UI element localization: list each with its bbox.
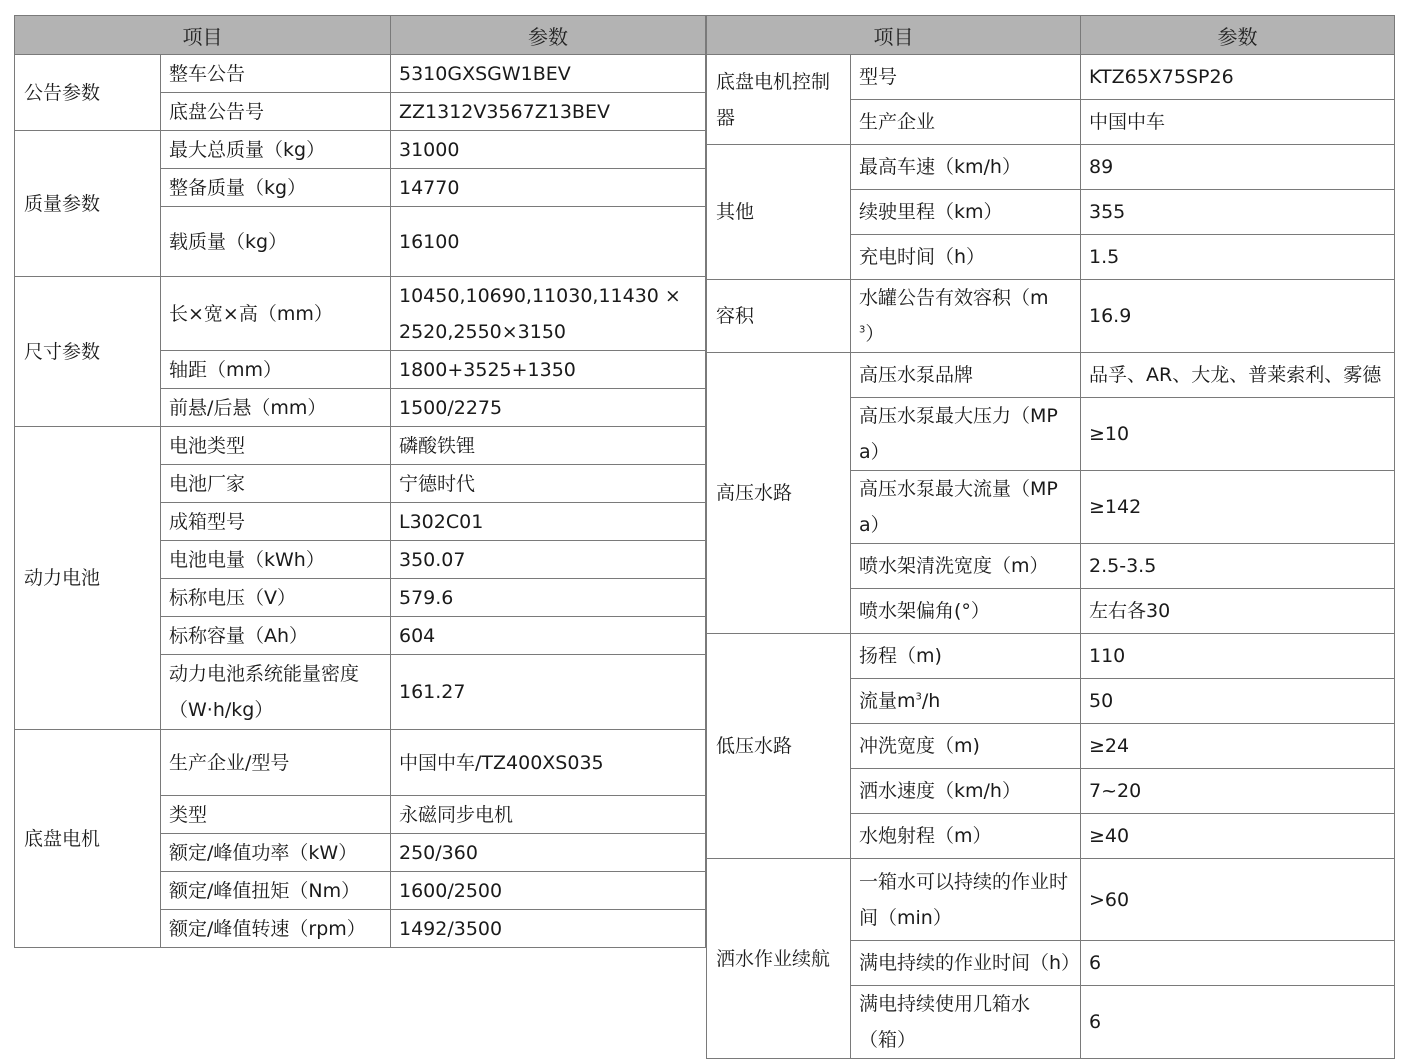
param-value: 品孚、AR、大龙、普莱索利、雾德: [1081, 353, 1395, 398]
param-value: L302C01: [391, 503, 706, 541]
superscript: 3: [915, 691, 922, 703]
table-row: [707, 280, 1395, 353]
param-name: 高压水泵最大压力（MPa）: [851, 398, 1081, 471]
table-row: [707, 145, 1395, 190]
group-label: 质量参数: [15, 131, 161, 277]
table-row: [707, 353, 1395, 398]
param-name: 类型: [161, 796, 391, 834]
param-name: 冲洗宽度（m): [851, 724, 1081, 769]
param-value: 中国中车/TZ400XS035: [391, 730, 706, 796]
group-label: 高压水路: [707, 353, 851, 634]
param-name: 额定/峰值扭矩（Nm）: [161, 872, 391, 910]
param-name: 动力电池系统能量密度（W·h/kg）: [161, 655, 391, 730]
param-name: 生产企业/型号: [161, 730, 391, 796]
param-value: 110: [1081, 634, 1395, 679]
param-value: 1600/2500: [391, 872, 706, 910]
param-name: 轴距（mm）: [161, 351, 391, 389]
param-name: 满电持续的作业时间（h）: [851, 941, 1081, 986]
param-value: 永磁同步电机: [391, 796, 706, 834]
param-value: ≥24: [1081, 724, 1395, 769]
param-value: 磷酸铁锂: [391, 427, 706, 465]
param-name: 成箱型号: [161, 503, 391, 541]
param-name: 喷水架清洗宽度（m）: [851, 544, 1081, 589]
param-value: 6: [1081, 986, 1395, 1059]
param-name: 长×宽×高（mm）: [161, 277, 391, 351]
table-row: [15, 427, 706, 465]
param-name-text: 水罐公告有效容积（m: [859, 287, 1049, 309]
table-row: [15, 730, 706, 796]
param-value: 2.5-3.5: [1081, 544, 1395, 589]
param-name: 喷水架偏角(°）: [851, 589, 1081, 634]
param-value: 6: [1081, 941, 1395, 986]
param-value: 14770: [391, 169, 706, 207]
param-value: 604: [391, 617, 706, 655]
param-name-text: ）: [865, 323, 885, 345]
param-name: 最大总质量（kg）: [161, 131, 391, 169]
param-name: [851, 679, 1081, 724]
param-value: 1800+3525+1350: [391, 351, 706, 389]
param-value: ≥142: [1081, 471, 1395, 544]
param-value: 5310GXSGW1BEV: [391, 55, 706, 93]
param-value: 161.27: [391, 655, 706, 730]
param-name: 前悬/后悬（mm）: [161, 389, 391, 427]
param-name: 整备质量（kg）: [161, 169, 391, 207]
param-name: 电池厂家: [161, 465, 391, 503]
param-name: 额定/峰值功率（kW）: [161, 834, 391, 872]
param-value: 350.07: [391, 541, 706, 579]
param-name: 满电持续使用几箱水（箱）: [851, 986, 1081, 1059]
param-value: 10450,10690,11030,11430 × 2520,2550×3150: [391, 277, 706, 351]
param-name: 电池类型: [161, 427, 391, 465]
param-name: 整车公告: [161, 55, 391, 93]
param-value: 1500/2275: [391, 389, 706, 427]
param-name: 标称电压（V）: [161, 579, 391, 617]
param-value: 579.6: [391, 579, 706, 617]
param-value: ≥10: [1081, 398, 1395, 471]
param-name: 充电时间（h）: [851, 235, 1081, 280]
param-value: 左右各30: [1081, 589, 1395, 634]
param-name: 电池电量（kWh）: [161, 541, 391, 579]
param-value: ≥40: [1081, 814, 1395, 859]
param-value: 1.5: [1081, 235, 1395, 280]
group-label: 低压水路: [707, 634, 851, 859]
param-value: 16100: [391, 207, 706, 277]
param-name: 扬程（m): [851, 634, 1081, 679]
param-name: 型号: [851, 55, 1081, 100]
param-value: 1492/3500: [391, 910, 706, 948]
param-name: 标称容量（Ah）: [161, 617, 391, 655]
param-name: 额定/峰值转速（rpm）: [161, 910, 391, 948]
param-value: KTZ65X75SP26: [1081, 55, 1395, 100]
param-value: 89: [1081, 145, 1395, 190]
param-value: 31000: [391, 131, 706, 169]
table-row: [15, 131, 706, 169]
param-name: 底盘公告号: [161, 93, 391, 131]
param-value: ZZ1312V3567Z13BEV: [391, 93, 706, 131]
group-label: 底盘电机控制器: [707, 55, 851, 145]
param-name: 续驶里程（km）: [851, 190, 1081, 235]
header-param: 参数: [1081, 16, 1395, 55]
param-name: [851, 280, 1081, 353]
table-row: [15, 277, 706, 351]
param-name: 洒水速度（km/h）: [851, 769, 1081, 814]
table-row: [707, 859, 1395, 941]
param-value: 16.9: [1081, 280, 1395, 353]
header-item: 项目: [15, 16, 391, 55]
header-param: 参数: [391, 16, 706, 55]
group-label: 尺寸参数: [15, 277, 161, 427]
param-value: 宁德时代: [391, 465, 706, 503]
param-value: 50: [1081, 679, 1395, 724]
group-label: 公告参数: [15, 55, 161, 131]
group-label: 其他: [707, 145, 851, 280]
header-item: 项目: [707, 16, 1081, 55]
param-name: 生产企业: [851, 100, 1081, 145]
left-spec-table: [14, 15, 706, 948]
superscript: 3: [859, 324, 866, 336]
param-value: 250/360: [391, 834, 706, 872]
group-label: 底盘电机: [15, 730, 161, 948]
group-label: 洒水作业续航: [707, 859, 851, 1059]
param-name: 水炮射程（m）: [851, 814, 1081, 859]
param-value: 中国中车: [1081, 100, 1395, 145]
table-row: [15, 55, 706, 93]
param-name: 最高车速（km/h）: [851, 145, 1081, 190]
param-name: 高压水泵最大流量（MPa）: [851, 471, 1081, 544]
param-value: 355: [1081, 190, 1395, 235]
right-spec-table: [706, 15, 1395, 1059]
param-value: 7~20: [1081, 769, 1395, 814]
group-label: 动力电池: [15, 427, 161, 730]
param-name-text: /h: [921, 690, 941, 712]
param-name: 一箱水可以持续的作业时间（min）: [851, 859, 1081, 941]
param-name: 高压水泵品牌: [851, 353, 1081, 398]
param-name-text: 流量m: [859, 690, 916, 712]
param-name: 载质量（kg）: [161, 207, 391, 277]
table-row: [707, 634, 1395, 679]
table-row: [707, 55, 1395, 100]
group-label: 容积: [707, 280, 851, 353]
param-value: >60: [1081, 859, 1395, 941]
